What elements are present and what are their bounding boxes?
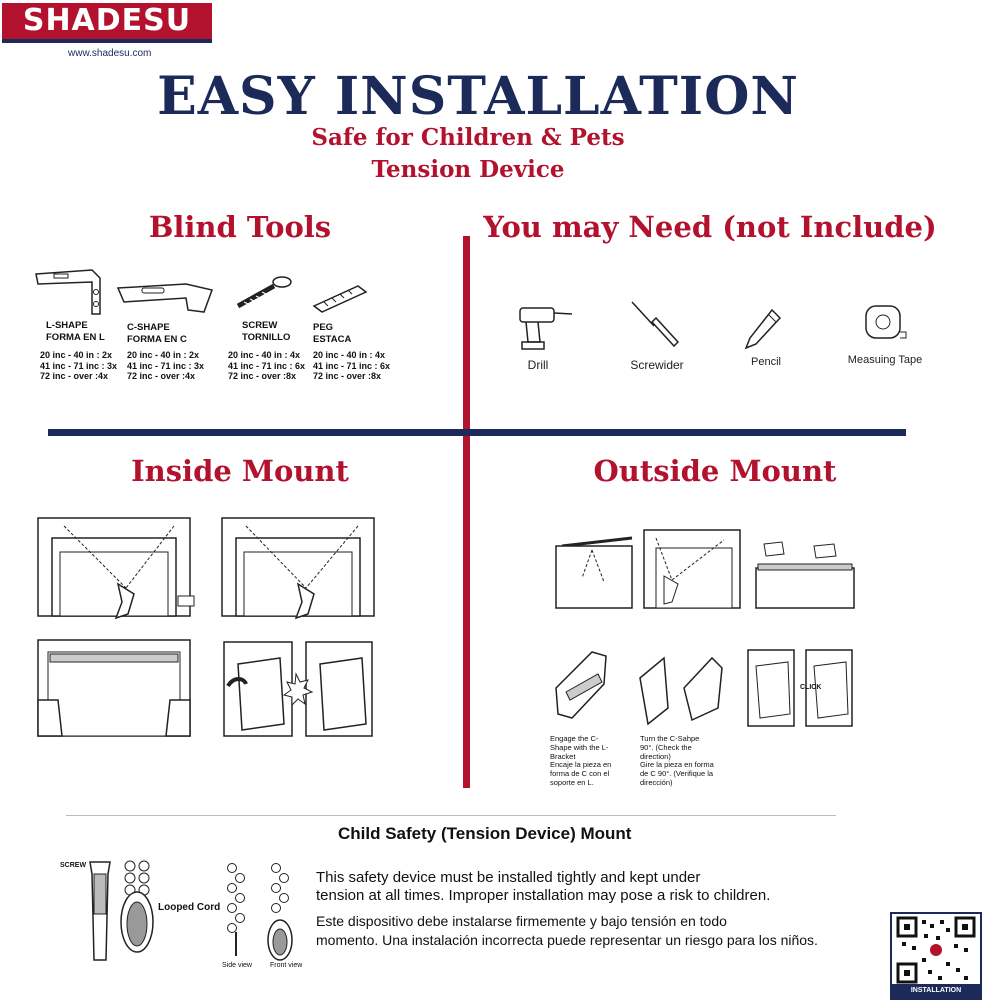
front-view-label: Front view bbox=[270, 962, 303, 969]
screw-icon bbox=[234, 276, 294, 310]
safety-text-es-1: Este dispositivo debe instalarse firmemente y bajo tensión en todo bbox=[316, 913, 727, 929]
blind-tools-title: Blind Tools bbox=[148, 210, 332, 244]
need-tape-label: Measuing Tape bbox=[847, 354, 923, 366]
tool-c-shape: C-SHAPE FORMA EN C 20 inc - 40 in : 2x 41 inc - 71 inc : 3x 72 inc - over :4x bbox=[127, 322, 205, 381]
inside-mount-title: Inside Mount bbox=[131, 454, 349, 488]
tool-l-shape: L-SHAPE FORMA EN L 20 inc - 40 in : 2x 41 inc - 71 inc : 3x 72 inc - over :4x bbox=[40, 320, 118, 381]
pencil-icon bbox=[744, 306, 784, 350]
outside-mount-steps-illustration bbox=[552, 524, 862, 614]
l-shape-bracket-icon bbox=[34, 268, 104, 318]
inside-mount-step3-illustration bbox=[38, 640, 198, 740]
need-drill-label: Drill bbox=[527, 358, 549, 372]
outside-caption1-es: Encaje la pieza en forma de C con el soporte en L. bbox=[550, 760, 612, 787]
drill-icon bbox=[516, 302, 576, 352]
need-pencil-label: Pencil bbox=[751, 356, 781, 368]
brand-name: SHADESU bbox=[22, 3, 192, 38]
outside-caption1-en: Engage the C-Shape with the L-Bracket bbox=[550, 734, 609, 761]
safety-separator bbox=[66, 815, 836, 816]
outside-caption2-es: Gire la pieza en forma de C 90°. (Verifique la dirección) bbox=[640, 760, 714, 787]
safety-text-en-1: This safety device must be installed tightly and kept under bbox=[316, 869, 701, 886]
click-label: CLICK bbox=[800, 684, 822, 691]
page-title: EASY INSTALLATION bbox=[157, 66, 799, 127]
brand-logo bbox=[0, 0, 214, 42]
need-screwdriver-label: Screwider bbox=[630, 358, 684, 372]
vertical-divider bbox=[463, 236, 470, 788]
horizontal-divider bbox=[48, 429, 906, 436]
peg-icon bbox=[310, 282, 372, 312]
qr-pattern-icon bbox=[898, 918, 974, 982]
screw-label: SCREW bbox=[60, 862, 87, 869]
may-need-title: You may Need (not Include) bbox=[483, 210, 937, 244]
safety-title: Child Safety (Tension Device) Mount bbox=[338, 824, 632, 843]
inside-mount-step1-illustration bbox=[38, 518, 198, 628]
measuring-tape-icon bbox=[864, 304, 908, 344]
tool-screw: SCREW TORNILLO 20 inc - 40 in : 4x 41 inc - 71 inc : 6x 72 inc - over :8x bbox=[228, 320, 306, 381]
c-shape-bracket-icon bbox=[116, 280, 216, 320]
inside-mount-step2-illustration bbox=[222, 518, 382, 628]
safety-text-es-2: momento. Una instalación incorrecta puede representar un riesgo para los niños. bbox=[316, 932, 818, 948]
inside-mount-step4-illustration bbox=[224, 640, 374, 740]
safety-text-en-2: tension at all times. Improper installation may pose a risk to children. bbox=[316, 887, 771, 904]
subtitle-safe: Safe for Children & Pets bbox=[311, 124, 625, 151]
screwdriver-icon bbox=[628, 298, 682, 352]
qr-label: INSTALLATION bbox=[890, 984, 982, 998]
looped-cord-label: Looped Cord bbox=[158, 902, 221, 913]
side-view-label: Side view bbox=[222, 962, 252, 969]
tool-peg: PEG ESTACA 20 inc - 40 in : 4x 41 inc - 71 inc : 6x 72 inc - over :8x bbox=[313, 322, 391, 381]
outside-caption2-en: Turn the C-Sahpe 90°. (Check the direction) bbox=[640, 734, 700, 761]
subtitle-tension: Tension Device bbox=[371, 156, 565, 183]
brand-url: www.shadesu.com bbox=[68, 48, 152, 59]
outside-mount-title: Outside Mount bbox=[593, 454, 837, 488]
